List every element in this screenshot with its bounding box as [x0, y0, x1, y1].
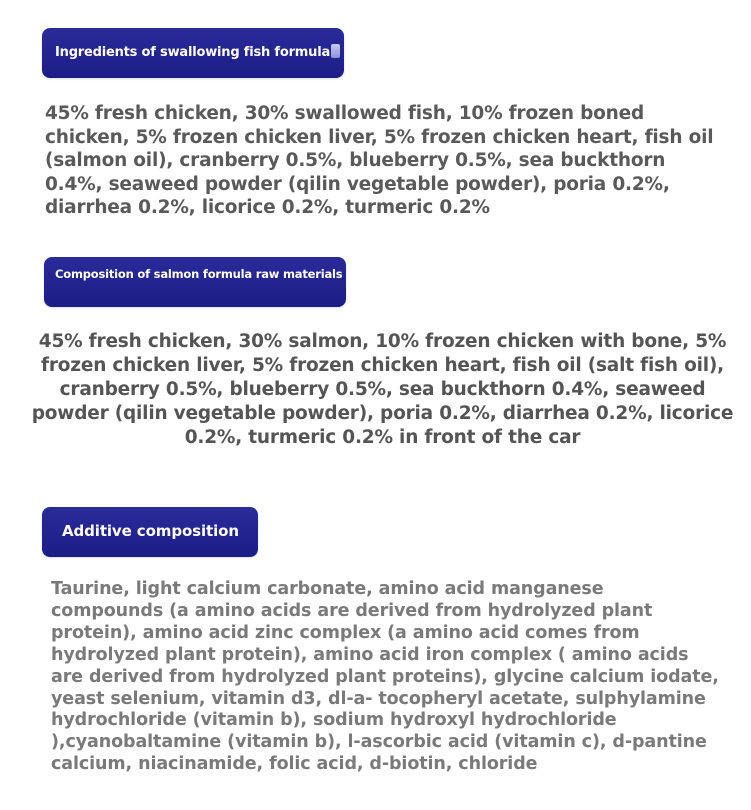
section-header-label: Additive composition — [62, 522, 239, 540]
fish-formula-ingredients-text: 45% fresh chicken, 30% swallowed fish, 10% frozen boned chicken, 5% frozen chicken liver, 5% frozen chicken heart, fish oil (salmon oil), cranberry 0.5%, blueberry 0.5%, sea buckthorn 0.4%, seaweed powder (qilin vegetable powder), poria 0.2%, diarrhea 0.2%, licorice 0.2%, turmeric 0.2% — [45, 103, 714, 218]
section-header-salmon-formula — [44, 257, 346, 307]
text-cursor-icon — [331, 44, 340, 58]
section-header-fish-formula — [42, 28, 344, 78]
section-header-label: Ingredients of swallowing fish formula — [55, 45, 331, 60]
section-header-label: Composition of salmon formula raw materials — [55, 267, 343, 281]
additive-composition-text: Taurine, light calcium carbonate, amino acid manganese compounds (a amino acids are derived from hydrolyzed plant protein), amino acid zinc complex (a amino acid comes from hydrolyzed plant protein), amino acid iron complex ( amino acids are derived from hydrolyzed plant proteins), glycine calcium iodate, yeast selenium, vitamin d3, dl-a- tocopheryl acetate, sulphylamine hydrochloride (vitamin b), sodium hydroxyl hydrochloride ),cyanobaltamine (vitamin b), l-ascorbic acid (vitamin c), d-pantine calcium, niacinamide, folic acid, d-biotin, chloride — [51, 579, 719, 775]
salmon-formula-ingredients-text: 45% fresh chicken, 30% salmon, 10% frozen chicken with bone, 5% frozen chicken liver, 5% frozen chicken heart, fish oil (salt fish oil), cranberry 0.5%, blueberry 0.5%, sea buckthorn 0.4%, seaweed powder (qilin vegetable powder), poria 0.2%, diarrhea 0.2%, licorice 0.2%, turmeric 0.2% in front of the car — [31, 331, 734, 448]
section-header-additive-composition — [42, 507, 258, 557]
